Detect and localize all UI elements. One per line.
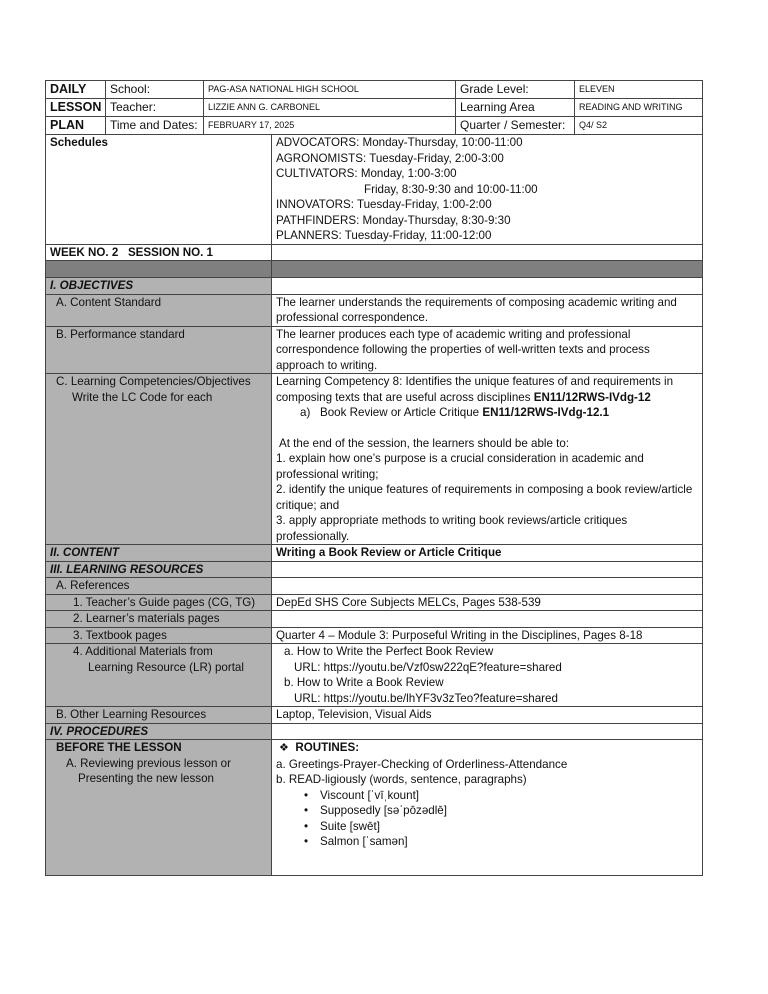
word-item: • Viscount [ˈvīˌkount] xyxy=(276,788,698,804)
resources-heading-blank xyxy=(272,561,703,578)
lc-item-a-text: a) Book Review or Article Critique xyxy=(300,406,483,419)
quarter-semester-value: Q4/ S2 xyxy=(575,117,703,135)
present-new-lesson-label: Presenting the new lesson xyxy=(78,772,214,785)
textbook-row xyxy=(46,627,703,644)
week-session-blank xyxy=(272,244,703,261)
schedule-cultivators-friday: Friday, 8:30-9:30 and 10:00-11:00 xyxy=(364,182,538,196)
before-lesson-label: BEFORE THE LESSON xyxy=(56,741,182,754)
content-heading: II. CONTENT xyxy=(46,545,272,562)
spacer xyxy=(276,421,698,436)
schedule-advocators: ADVOCATORS: Monday-Thursday, 10:00-11:00 xyxy=(276,136,523,149)
objective-2: 2. identify the unique features of requirements in composing a book review/article critique; and xyxy=(276,483,693,512)
time-dates-label: Time and Dates: xyxy=(106,117,204,135)
before-lesson-content xyxy=(272,740,703,876)
lesson-plan-document xyxy=(45,80,702,876)
other-resources-label: B. Other Learning Resources xyxy=(46,707,272,724)
main-table xyxy=(45,135,703,876)
header-row-teacher xyxy=(46,99,703,117)
teachers-guide-value: DepEd SHS Core Subjects MELCs, Pages 538-539 xyxy=(272,594,703,611)
diamond-bullet-icon: ❖ xyxy=(279,742,289,754)
other-resources-row xyxy=(46,707,703,724)
routines-label: ROUTINES: xyxy=(295,741,360,754)
quarter-semester-label: Quarter / Semester: xyxy=(456,117,575,135)
competencies-label: C. Learning Competencies/Objectives xyxy=(56,375,251,388)
dark-divider-row xyxy=(46,261,703,278)
objectives-heading: I. OBJECTIVES xyxy=(46,278,272,295)
before-lesson-label-cell xyxy=(46,740,272,876)
references-label: A. References xyxy=(46,578,272,595)
content-standard-text: The learner understands the requirements of composing academic writing and professional correspondence. xyxy=(272,294,703,326)
lc-code-instruction: Write the LC Code for each xyxy=(72,390,213,404)
material-a-url[interactable]: URL: https://youtu.be/Vzf0sw222qE?feature=shared xyxy=(294,660,562,674)
review-label: A. Reviewing previous lesson or xyxy=(66,756,231,770)
header-row-time xyxy=(46,117,703,135)
routine-b: b. READ-ligiously (words, sentence, paragraphs) xyxy=(276,773,527,786)
learning-area-value: READING AND WRITING xyxy=(575,99,703,117)
other-resources-value: Laptop, Television, Visual Aids xyxy=(272,707,703,724)
resources-heading: III. LEARNING RESOURCES xyxy=(46,561,272,578)
objectives-heading-blank xyxy=(272,278,703,295)
performance-standard-text: The learner produces each type of academic writing and professional correspondence following the properties of well-written texts and process approach to writing. xyxy=(272,326,703,374)
dlp-label-daily: DAILY xyxy=(46,81,106,99)
teacher-label: Teacher: xyxy=(106,99,204,117)
schedule-cultivators: CULTIVATORS: Monday, 1:00-3:00 xyxy=(276,167,457,180)
school-value: PAG-ASA NATIONAL HIGH SCHOOL xyxy=(204,81,456,99)
dlp-label-lesson: LESSON xyxy=(46,99,106,117)
additional-materials-content xyxy=(272,644,703,707)
routine-a: a. Greetings-Prayer-Checking of Orderliness-Attendance xyxy=(276,757,568,771)
word-item: • Supposedly [səˈpōzədlē] xyxy=(276,803,698,819)
content-value: Writing a Book Review or Article Critique xyxy=(272,545,703,562)
additional-materials-row xyxy=(46,644,703,707)
lr-portal-label: Learning Resource (LR) portal xyxy=(88,660,244,674)
schedules-row xyxy=(46,135,703,244)
content-row xyxy=(46,545,703,562)
procedures-heading: IV. PROCEDURES xyxy=(46,723,272,740)
resources-heading-row xyxy=(46,561,703,578)
objectives-heading-row xyxy=(46,278,703,295)
divider-cell-right xyxy=(272,261,703,278)
learners-materials-row xyxy=(46,611,703,628)
school-label: School: xyxy=(106,81,204,99)
material-b-url[interactable]: URL: https://youtu.be/lhYF3v3zTeo?feature=shared xyxy=(294,691,558,705)
header-row-school xyxy=(46,81,703,99)
schedule-innovators: INNOVATORS: Tuesday-Friday, 1:00-2:00 xyxy=(276,198,492,211)
word-item: • Salmon [ˈsamən] xyxy=(276,834,698,850)
teachers-guide-label: 1. Teacher’s Guide pages (CG, TG) xyxy=(46,594,272,611)
week-session-label: WEEK NO. 2 SESSION NO. 1 xyxy=(46,244,272,261)
performance-standard-row xyxy=(46,326,703,374)
procedures-heading-blank xyxy=(272,723,703,740)
teachers-guide-row xyxy=(46,594,703,611)
word-item: • Suite [swēt] xyxy=(276,819,698,835)
header-table xyxy=(45,80,703,135)
competencies-content xyxy=(272,374,703,545)
references-blank xyxy=(272,578,703,595)
learners-materials-value xyxy=(272,611,703,628)
lc-code-1: EN11/12RWS-IVdg-12 xyxy=(533,390,651,404)
learning-area-label: Learning Area xyxy=(456,99,575,117)
material-a-title: a. How to Write the Perfect Book Review xyxy=(284,645,494,658)
lc-item-a xyxy=(276,405,698,421)
schedule-agronomists: AGRONOMISTS: Tuesday-Friday, 2:00-3:00 xyxy=(276,151,504,165)
competencies-label-cell xyxy=(46,374,272,545)
lc-code-2: EN11/12RWS-IVdg-12.1 xyxy=(482,406,610,419)
schedule-pathfinders: PATHFINDERS: Monday-Thursday, 8:30-9:30 xyxy=(276,213,511,227)
competencies-row xyxy=(46,374,703,545)
grade-level-value: ELEVEN xyxy=(575,81,703,99)
procedures-heading-row xyxy=(46,723,703,740)
material-b-title: b. How to Write a Book Review xyxy=(284,676,444,689)
schedules-label: Schedules xyxy=(46,135,272,244)
before-lesson-row xyxy=(46,740,703,876)
teacher-value: LIZZIE ANN G. CARBONEL xyxy=(204,99,456,117)
content-standard-row xyxy=(46,294,703,326)
objective-3: 3. apply appropriate methods to writing book reviews/article critiques professionally. xyxy=(276,514,628,543)
divider-cell-left xyxy=(46,261,272,278)
content-standard-label: A. Content Standard xyxy=(46,294,272,326)
at-end-statement: At the end of the session, the learners should be able to: xyxy=(279,436,570,450)
textbook-label: 3. Textbook pages xyxy=(46,627,272,644)
references-row xyxy=(46,578,703,595)
dlp-label-plan: PLAN xyxy=(46,117,106,135)
learners-materials-label: 2. Learner’s materials pages xyxy=(46,611,272,628)
time-dates-value: FEBRUARY 17, 2025 xyxy=(204,117,456,135)
schedules-list xyxy=(272,135,703,244)
textbook-value: Quarter 4 – Module 3: Purposeful Writing in the Disciplines, Pages 8-18 xyxy=(272,627,703,644)
routines-heading xyxy=(276,740,698,757)
lc-intro: Learning Competency 8: Identifies the unique features of and requirements in composing texts that are useful across disciplines xyxy=(276,375,674,404)
objective-1: 1. explain how one’s purpose is a crucial consideration in academic and professional writing; xyxy=(276,452,644,481)
schedule-planners: PLANNERS: Tuesday-Friday, 11:00-12:00 xyxy=(276,229,492,242)
performance-standard-label: B. Performance standard xyxy=(46,326,272,374)
additional-materials-label: 4. Additional Materials from xyxy=(73,645,213,658)
additional-materials-label-cell xyxy=(46,644,272,707)
week-session-row xyxy=(46,244,703,261)
grade-level-label: Grade Level: xyxy=(456,81,575,99)
